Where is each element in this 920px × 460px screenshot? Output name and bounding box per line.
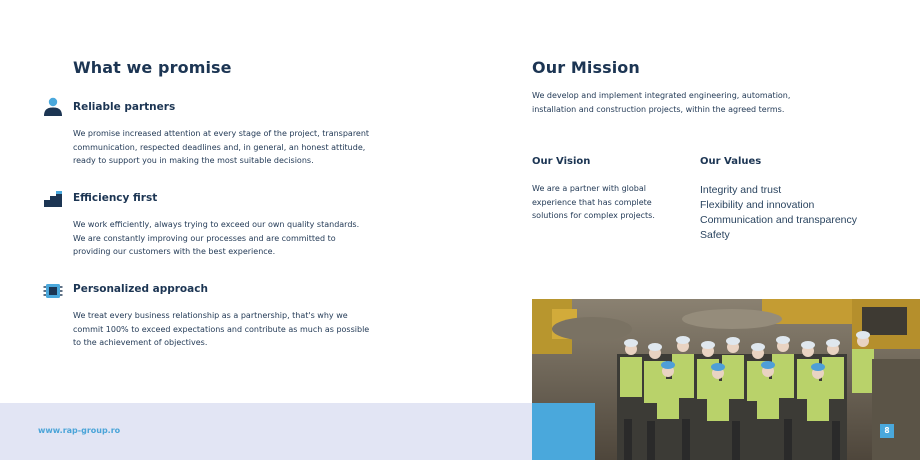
vision-text: We are a partner with global experience that has complete solutions for complex projects. [532, 184, 655, 220]
values-item: Communication and transparency [700, 214, 857, 226]
chip-icon [43, 281, 63, 301]
promise-heading-reliable: Reliable partners [73, 101, 176, 113]
promise-text-reliable: We promise increased attention at every stage of the project, transparent communication, respected deadlines and, in general, an honest attitude, ready to support you in making the most suitable decisions. [73, 129, 370, 165]
mission-title: Our Mission [532, 58, 640, 77]
values-list [700, 183, 857, 243]
promise-title: What we promise [73, 58, 232, 77]
footer-url[interactable]: www.rap-group.ro [38, 426, 121, 435]
vision-title: Our Vision [532, 156, 591, 167]
promise-heading-personalized: Personalized approach [73, 283, 208, 295]
promise-text-efficiency: We work efficiently, always trying to exceed our own quality standards. We are constantly improving our processes and are committed to providing our customers with the best experience. [73, 220, 360, 256]
values-title: Our Values [700, 156, 762, 167]
mission-text: We develop and implement integrated engineering, automation, installation and construction projects, within the agreed terms. [532, 91, 791, 114]
promise-text-personalized: We treat every business relationship as a partnership, that's why we commit 100% to exceed expectations and contribute as much as possible to the achievement of objectives. [73, 311, 370, 347]
values-item: Integrity and trust [700, 184, 782, 196]
accent-block [532, 403, 595, 460]
page-number: 8 [880, 424, 894, 438]
promise-heading-efficiency: Efficiency first [73, 192, 158, 204]
values-item: Safety [700, 229, 730, 241]
person-icon [43, 97, 63, 117]
stairs-chart-icon [43, 189, 63, 209]
values-item: Flexibility and innovation [700, 199, 815, 211]
